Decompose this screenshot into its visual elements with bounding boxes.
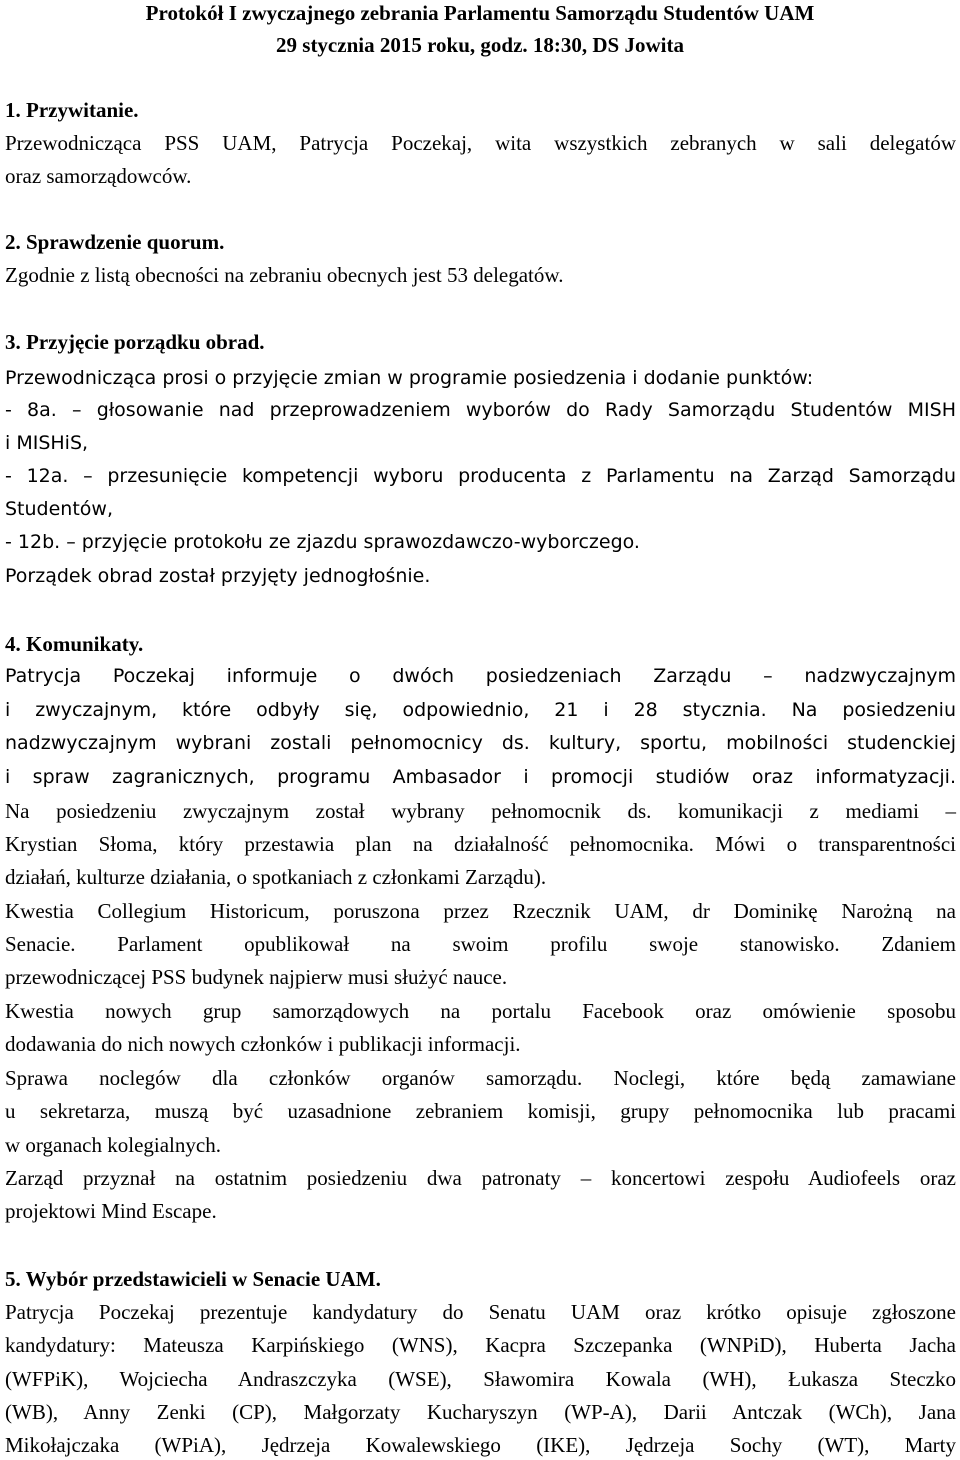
paragraph-line: kandydatury: Mateusza Karpińskiego (WNS), Kacpra Szczepanka (WNPiD), Huberta Jacha — [5, 1333, 956, 1357]
paragraph-line: i MISHiS, — [5, 432, 89, 454]
paragraph-line: Studentów, — [5, 498, 113, 520]
paragraph-line: Zarząd przyznał na ostatnim posiedzeniu dwa patronaty – koncertowi zespołu Audiofeels oraz — [5, 1166, 956, 1190]
paragraph-line: Porządek obrad został przyjęty jednogłośnie. — [5, 565, 431, 587]
paragraph-line: i spraw zagranicznych, programu Ambasador i promocji studiów oraz informatyzacji. — [5, 766, 956, 788]
paragraph-line: Na posiedzeniu zwyczajnym został wybrany pełnomocnik ds. komunikacji z mediami – — [5, 799, 956, 823]
section-heading: 2. Sprawdzenie quorum. — [5, 230, 225, 254]
paragraph-line: Senacie. Parlament opublikował na swoim profilu swoje stanowisko. Zdaniem — [5, 932, 956, 956]
paragraph-line: projektowi Mind Escape. — [5, 1199, 217, 1223]
paragraph-line: u sekretarza, muszą być uzasadnione zebraniem komisji, grupy pełnomocnika lub pracami — [5, 1099, 956, 1123]
section-heading: 1. Przywitanie. — [5, 98, 139, 122]
paragraph-line: Mikołajczaka (WPiA), Jędrzeja Kowalewskiego (IKE), Jędrzeja Sochy (WT), Marty — [5, 1433, 956, 1457]
paragraph-line: Krystian Słoma, który przestawia plan na działalność pełnomocnika. Mówi o transparentności — [5, 832, 956, 856]
paragraph-line: Kwestia nowych grup samorządowych na portalu Facebook oraz omówienie sposobu — [5, 999, 956, 1023]
paragraph-line: Patrycja Poczekaj informuje o dwóch posiedzeniach Zarządu – nadzwyczajnym — [5, 665, 956, 687]
paragraph-line: (WFPiK), Wojciecha Andraszczyka (WSE), Sławomira Kowala (WH), Łukasza Steczko — [5, 1367, 956, 1391]
agenda-item-12a: - 12a. – przesunięcie kompetencji wyboru producenta z Parlamentu na Zarząd Samorządu — [5, 465, 956, 487]
paragraph-line: (WB), Anny Zenki (CP), Małgorzaty Kucharyszyn (WP-A), Darii Antczak (WCh), Jana — [5, 1400, 956, 1424]
agenda-item-8a: - 8a. – głosowanie nad przeprowadzeniem wyborów do Rady Samorządu Studentów MISH — [5, 399, 956, 421]
document-title: Protokół I zwyczajnego zebrania Parlamentu Samorządu Studentów UAM — [145, 1, 815, 25]
section-heading: 5. Wybór przedstawicieli w Senacie UAM. — [5, 1267, 381, 1291]
paragraph-line: Sprawa noclegów dla członków organów samorządu. Noclegi, które będą zamawiane — [5, 1066, 956, 1090]
paragraph-line: przewodniczącej PSS budynek najpierw musi służyć nauce. — [5, 965, 508, 989]
paragraph-line: Przewodnicząca PSS UAM, Patrycja Poczekaj, wita wszystkich zebranych w sali delegatów — [5, 131, 956, 155]
paragraph-line: oraz samorządowców. — [5, 164, 192, 188]
section-heading: 3. Przyjęcie porządku obrad. — [5, 330, 265, 354]
paragraph-line: i zwyczajnym, które odbyły się, odpowiednio, 21 i 28 stycznia. Na posiedzeniu — [5, 699, 956, 721]
paragraph-line: Patrycja Poczekaj prezentuje kandydatury do Senatu UAM oraz krótko opisuje zgłoszone — [5, 1300, 956, 1324]
paragraph-line: Przewodnicząca prosi o przyjęcie zmian w programie posiedzenia i dodanie punktów: — [5, 367, 814, 389]
paragraph-line: dodawania do nich nowych członków i publikacji informacji. — [5, 1032, 521, 1056]
document-subtitle: 29 stycznia 2015 roku, godz. 18:30, DS Jowita — [276, 33, 684, 57]
paragraph-line: w organach kolegialnych. — [5, 1133, 221, 1157]
paragraph-line: Zgodnie z listą obecności na zebraniu obecnych jest 53 delegatów. — [5, 263, 564, 287]
section-heading: 4. Komunikaty. — [5, 632, 144, 656]
paragraph-line: działań, kulturze działania, o spotkaniach z członkami Zarządu). — [5, 865, 547, 889]
paragraph-line: nadzwyczajnym wybrani zostali pełnomocnicy ds. kultury, sportu, mobilności studenckiej — [5, 732, 956, 754]
agenda-item-12b: - 12b. – przyjęcie protokołu ze zjazdu sprawozdawczo-wyborczego. — [5, 531, 640, 553]
paragraph-line: Kwestia Collegium Historicum, poruszona przez Rzecznik UAM, dr Dominikę Narożną na — [5, 899, 956, 923]
